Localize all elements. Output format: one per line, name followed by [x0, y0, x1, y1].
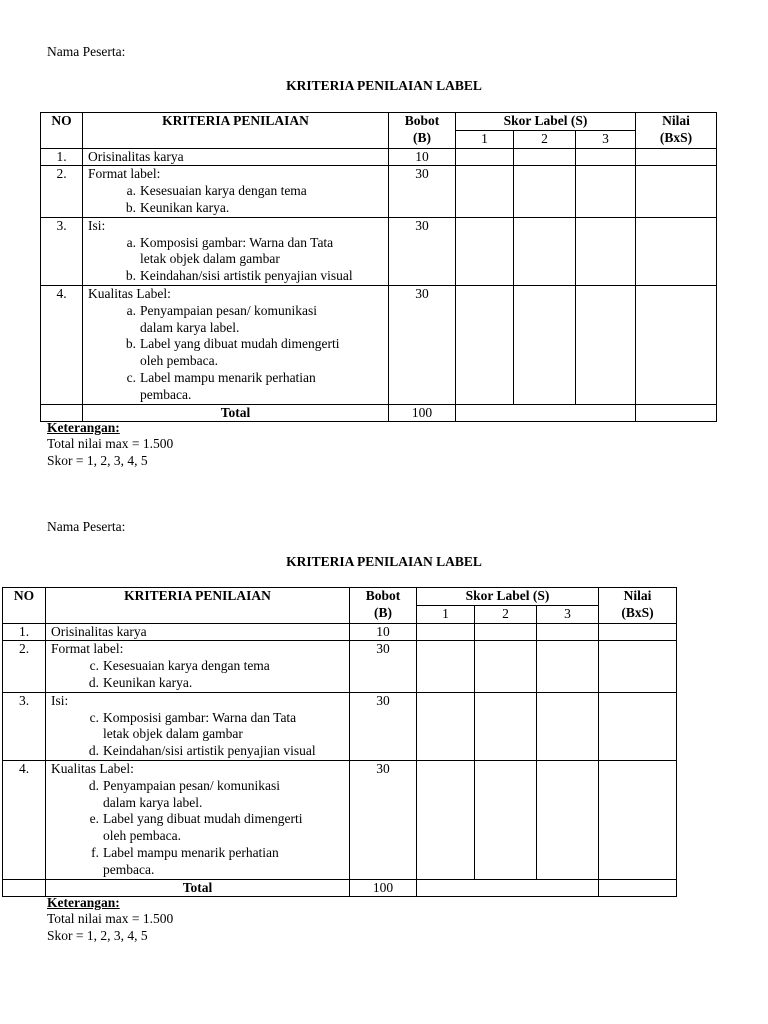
sub-criteria-marker: d.: [88, 743, 99, 759]
notes-heading: Keterangan:: [47, 420, 120, 435]
bobot-value: 30: [389, 217, 456, 285]
score-3-cell[interactable]: [537, 692, 599, 760]
sub-criteria-marker: d.: [88, 777, 99, 793]
score-2-cell[interactable]: [514, 166, 576, 217]
total-score-cell: [456, 404, 636, 422]
criteria-title: Isi:: [51, 692, 69, 708]
bobot-value: 30: [350, 692, 417, 760]
header-nilai-line1: Nilai: [623, 588, 652, 603]
notes-line: Total nilai max = 1.500: [47, 436, 174, 452]
criteria-title: Kualitas Label:: [51, 760, 134, 776]
criteria-cell: [46, 760, 350, 879]
score-1-cell[interactable]: [417, 760, 475, 879]
score-2-cell[interactable]: [475, 760, 537, 879]
sub-criteria-item: [51, 658, 349, 675]
row-number: 1.: [3, 623, 46, 641]
notes-line: Skor = 1, 2, 3, 4, 5: [47, 927, 148, 943]
sub-criteria-text: oleh pembaca.: [140, 353, 218, 369]
criteria-cell: [83, 166, 389, 217]
nilai-cell[interactable]: [599, 641, 677, 692]
criteria-cell: [46, 641, 350, 692]
sub-criteria-text: Keunikan karya.: [103, 674, 193, 690]
criteria-table: [40, 112, 717, 422]
sub-criteria-marker: b.: [125, 336, 136, 352]
form-title: KRITERIA PENILAIAN LABEL: [286, 554, 482, 569]
sub-criteria-item: [88, 268, 388, 285]
row-number: 4.: [41, 285, 83, 404]
nilai-cell[interactable]: [636, 217, 717, 285]
sub-criteria-text: Label yang dibuat mudah dimengerti: [140, 336, 340, 352]
criteria-title: Format label:: [51, 641, 124, 657]
sub-criteria-list: [51, 658, 349, 692]
score-2-cell[interactable]: [514, 285, 576, 404]
bobot-value: 10: [350, 623, 417, 641]
sub-criteria-text: pembaca.: [140, 386, 192, 402]
sub-criteria-marker: c.: [126, 369, 136, 385]
header-bobot: [389, 113, 456, 149]
sub-criteria-list: [88, 183, 388, 217]
sub-criteria-marker: c.: [89, 658, 99, 674]
notes-block: [47, 895, 173, 944]
participant-name-label: Nama Peserta:: [47, 519, 126, 534]
criteria-title: Orisinalitas karya: [51, 623, 147, 639]
table-row: [41, 217, 717, 285]
score-2-cell[interactable]: [475, 623, 537, 641]
table-row: [41, 285, 717, 404]
score-1-cell[interactable]: [417, 692, 475, 760]
header-no: NO: [3, 588, 46, 624]
header-skor: Skor Label (S): [417, 588, 599, 606]
nilai-cell[interactable]: [636, 148, 717, 166]
score-3-cell[interactable]: [576, 285, 636, 404]
criteria-title: Format label:: [88, 166, 161, 182]
nilai-cell[interactable]: [599, 760, 677, 879]
sub-criteria-text: dalam karya label.: [140, 319, 240, 335]
table-row: [3, 760, 677, 879]
score-3-cell[interactable]: [537, 641, 599, 692]
row-number: 2.: [3, 641, 46, 692]
score-1-cell[interactable]: [417, 641, 475, 692]
notes-block: [47, 420, 173, 469]
sub-criteria-text: Penyampaian pesan/ komunikasi: [103, 777, 280, 793]
nilai-cell[interactable]: [636, 285, 717, 404]
sub-criteria-list: [88, 303, 388, 404]
header-kriteria: KRITERIA PENILAIAN: [46, 588, 350, 624]
sub-criteria-item: [88, 336, 388, 370]
header-skor-1: 1: [417, 605, 475, 623]
sub-criteria-text: Kesesuaian karya dengan tema: [103, 658, 270, 674]
criteria-title: Isi:: [88, 217, 106, 233]
criteria-cell: [46, 692, 350, 760]
criteria-cell: [83, 148, 389, 166]
sub-criteria-item: [51, 778, 349, 812]
header-bobot-line2: (B): [374, 604, 392, 620]
table-row: [3, 641, 677, 692]
row-number: 1.: [41, 148, 83, 166]
header-skor-3: 3: [537, 605, 599, 623]
sub-criteria-item: [88, 303, 388, 337]
sub-criteria-item: [88, 370, 388, 404]
score-3-cell[interactable]: [537, 623, 599, 641]
score-3-cell[interactable]: [576, 148, 636, 166]
sub-criteria-item: [88, 183, 388, 200]
criteria-title: Orisinalitas karya: [88, 148, 184, 164]
table-row: [3, 623, 677, 641]
header-skor: Skor Label (S): [456, 113, 636, 131]
participant-name-label: Nama Peserta:: [47, 44, 126, 59]
header-bobot-line2: (B): [413, 129, 431, 145]
sub-criteria-marker: d.: [88, 674, 99, 690]
bobot-value: 10: [389, 148, 456, 166]
table-row: [3, 692, 677, 760]
header-row: [41, 113, 717, 131]
header-skor-2: 2: [514, 130, 576, 148]
sub-criteria-item: [51, 811, 349, 845]
score-1-cell[interactable]: [456, 166, 514, 217]
sub-criteria-text: Keindahan/sisi artistik penyajian visual: [103, 743, 316, 759]
header-nilai-line2: (BxS): [621, 604, 654, 620]
notes-line: Total nilai max = 1.500: [47, 911, 174, 927]
row-number: 3.: [3, 692, 46, 760]
sub-criteria-marker: e.: [89, 811, 99, 827]
score-2-cell[interactable]: [514, 217, 576, 285]
total-bobot: 100: [350, 879, 417, 897]
bobot-value: 30: [389, 166, 456, 217]
sub-criteria-item: [51, 845, 349, 879]
sub-criteria-marker: a.: [126, 302, 136, 318]
score-2-cell[interactable]: [475, 641, 537, 692]
sub-criteria-list: [51, 710, 349, 760]
sub-criteria-text: Komposisi gambar: Warna dan Tata: [103, 709, 297, 725]
header-no: NO: [41, 113, 83, 149]
sub-criteria-text: Label yang dibuat mudah dimengerti: [103, 811, 303, 827]
bobot-value: 30: [389, 285, 456, 404]
total-no-cell: [3, 879, 46, 897]
notes-heading: Keterangan:: [47, 895, 120, 910]
sub-criteria-text: Label mampu menarik perhatian: [103, 844, 279, 860]
header-kriteria: KRITERIA PENILAIAN: [83, 113, 389, 149]
score-1-cell[interactable]: [456, 148, 514, 166]
row-number: 3.: [41, 217, 83, 285]
criteria-table: [2, 587, 677, 897]
sub-criteria-text: dalam karya label.: [103, 794, 203, 810]
table-row: [41, 166, 717, 217]
header-bobot-line1: Bobot: [404, 113, 440, 128]
bobot-value: 30: [350, 641, 417, 692]
notes-line: Skor = 1, 2, 3, 4, 5: [47, 452, 148, 468]
score-1-cell[interactable]: [456, 217, 514, 285]
total-label: Total: [83, 404, 389, 422]
header-skor-2: 2: [475, 605, 537, 623]
sub-criteria-text: Komposisi gambar: Warna dan Tata: [140, 234, 334, 250]
score-3-cell[interactable]: [537, 760, 599, 879]
sub-criteria-marker: f.: [91, 844, 99, 860]
sub-criteria-marker: b.: [125, 268, 136, 284]
header-nilai: [599, 588, 677, 624]
criteria-cell: [46, 623, 350, 641]
sub-criteria-text: Label mampu menarik perhatian: [140, 369, 316, 385]
header-bobot: [350, 588, 417, 624]
nilai-cell[interactable]: [636, 166, 717, 217]
sub-criteria-text: Penyampaian pesan/ komunikasi: [140, 302, 317, 318]
total-nilai-cell[interactable]: [636, 404, 717, 422]
criteria-cell: [83, 285, 389, 404]
header-row: [3, 588, 677, 606]
total-nilai-cell[interactable]: [599, 879, 677, 897]
header-nilai-line1: Nilai: [662, 113, 690, 128]
score-2-cell[interactable]: [475, 692, 537, 760]
header-skor-1: 1: [456, 130, 514, 148]
header-nilai-line2: (BxS): [659, 129, 693, 145]
sub-criteria-text: letak objek dalam gambar: [140, 251, 280, 267]
header-skor-3: 3: [576, 130, 636, 148]
score-2-cell[interactable]: [514, 148, 576, 166]
score-3-cell[interactable]: [576, 166, 636, 217]
nilai-cell[interactable]: [599, 692, 677, 760]
sub-criteria-item: [51, 710, 349, 744]
sub-criteria-list: [88, 235, 388, 285]
sub-criteria-item: [51, 675, 349, 692]
sub-criteria-text: letak objek dalam gambar: [103, 726, 243, 742]
sub-criteria-marker: a.: [126, 234, 136, 250]
bobot-value: 30: [350, 760, 417, 879]
sub-criteria-item: [51, 743, 349, 760]
form-title: KRITERIA PENILAIAN LABEL: [286, 78, 482, 93]
sub-criteria-marker: b.: [125, 199, 136, 215]
row-number: 2.: [41, 166, 83, 217]
header-nilai: [636, 113, 717, 149]
score-3-cell[interactable]: [576, 217, 636, 285]
sub-criteria-text: Kesesuaian karya dengan tema: [140, 183, 307, 199]
nilai-cell[interactable]: [599, 623, 677, 641]
sub-criteria-marker: a.: [126, 183, 136, 199]
header-bobot-line1: Bobot: [365, 588, 401, 603]
row-number: 4.: [3, 760, 46, 879]
total-score-cell: [417, 879, 599, 897]
criteria-cell: [83, 217, 389, 285]
sub-criteria-item: [88, 235, 388, 269]
table-row: [41, 148, 717, 166]
sub-criteria-text: oleh pembaca.: [103, 828, 181, 844]
sub-criteria-item: [88, 200, 388, 217]
sub-criteria-text: Keindahan/sisi artistik penyajian visual: [140, 268, 353, 284]
sub-criteria-list: [51, 778, 349, 879]
sub-criteria-text: Keunikan karya.: [140, 199, 230, 215]
sub-criteria-text: pembaca.: [103, 861, 155, 877]
score-1-cell[interactable]: [456, 285, 514, 404]
criteria-title: Kualitas Label:: [88, 285, 171, 301]
sub-criteria-marker: c.: [89, 709, 99, 725]
total-bobot: 100: [389, 404, 456, 422]
score-1-cell[interactable]: [417, 623, 475, 641]
total-label: Total: [46, 879, 350, 897]
